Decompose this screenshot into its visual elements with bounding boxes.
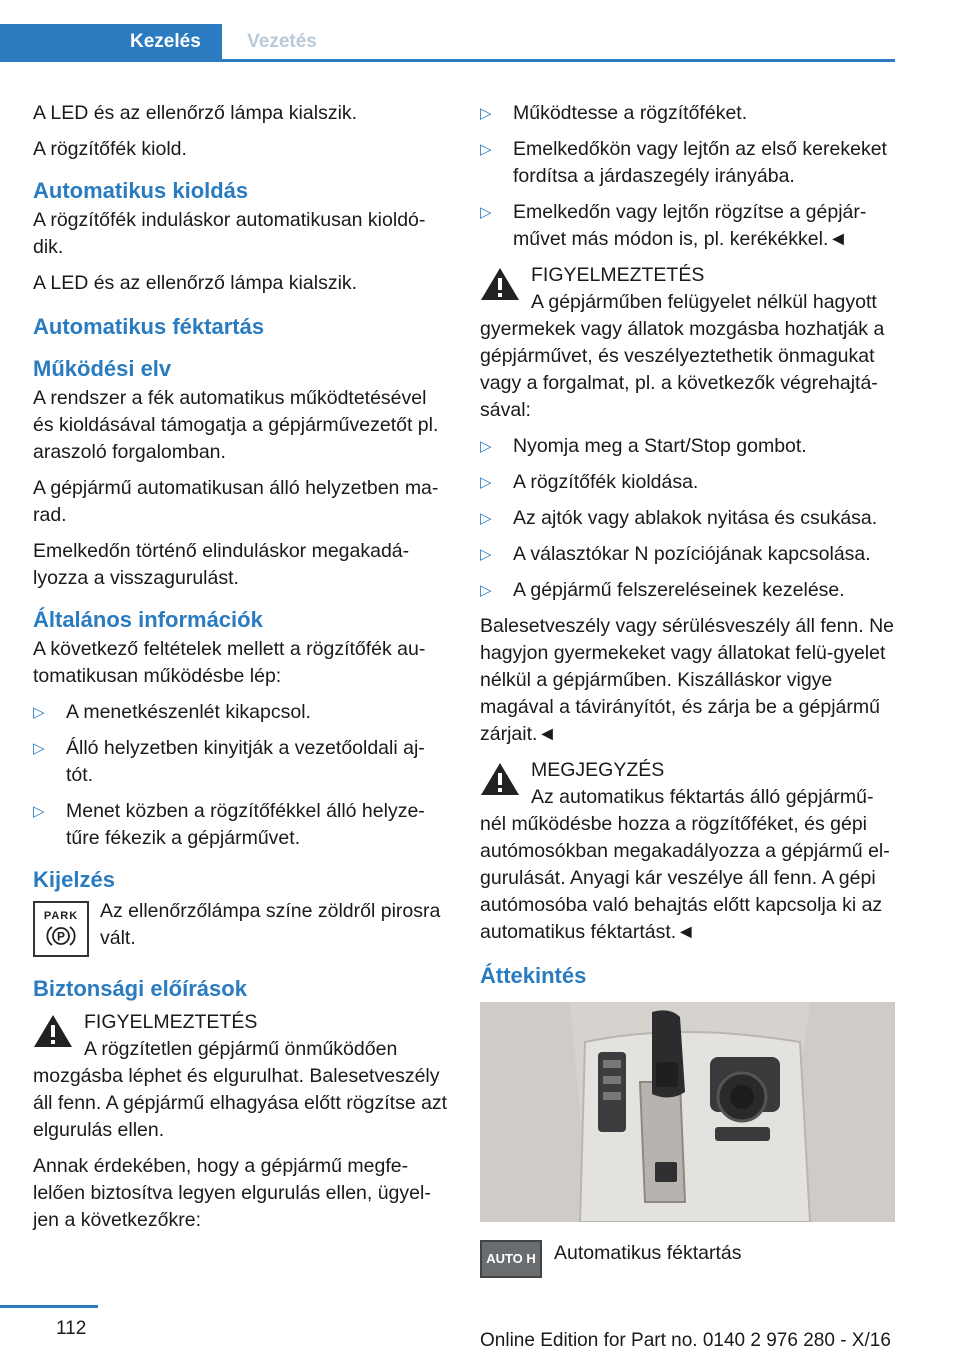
header-tabbar (0, 24, 895, 62)
triangle-right-icon: ▷ (480, 438, 492, 455)
tab-vezetes[interactable]: Vezetés (247, 31, 317, 52)
heading-auto-hold: Automatikus féktartás (33, 314, 265, 339)
auto-hold-button-icon: AUTO H (480, 1240, 542, 1278)
heading-display: Kijelzés (33, 867, 115, 892)
footer-divider (0, 1305, 98, 1308)
list-item: ▷ Menet közben a rögzítőfékkel álló helyze-tűre fékezik a gépjárművet. (33, 800, 425, 849)
warning-box (33, 1009, 451, 1144)
triangle-right-icon: ▷ (480, 105, 492, 122)
center-console-photo (480, 1002, 895, 1222)
list-item: ▷ Az ajtók vagy ablakok nyitása és csukása. (480, 505, 898, 532)
paragraph: Annak érdekében, hogy a gépjármű megfe-lelően biztosítva legyen elgurulás ellen, ügyel-jen a következőkre: (33, 1155, 431, 1231)
paragraph: A rendszer a fék automatikus működtetésével és kioldásával támogatja a gépjárművezetőt pl. araszoló forgalomban. (33, 387, 439, 463)
triangle-right-icon: ▷ (33, 803, 45, 820)
list-item: ▷ Nyomja meg a Start/Stop gombot. (480, 433, 898, 460)
paragraph: A következő feltételek mellett a rögzítőfék au-tomatikusan működésbe lép: (33, 638, 426, 687)
auto-hold-row (480, 1240, 898, 1278)
heading-principle: Működési elv (33, 356, 172, 381)
list-item: ▷ A gépjármű felszereléseinek kezelése. (480, 577, 898, 604)
paragraph: Emelkedőn történő elinduláskor megakadá-lyozza a visszagurulást. (33, 540, 410, 589)
list-item: ▷ Emelkedőkön vagy lejtőn az első kerekeket fordítsa a járdaszegély irányába. (480, 138, 887, 187)
triangle-right-icon: ▷ (480, 510, 492, 527)
heading-safety: Biztonsági előírások (33, 976, 247, 1001)
paragraph: A rögzítőfék kiold. (33, 138, 187, 160)
paragraph: A LED és az ellenőrző lámpa kialszik. (33, 272, 358, 294)
list-item: ▷ Emelkedőn vagy lejtőn rögzítse a gépjár-művet más módon is, pl. kerékékkel.◄ (480, 201, 867, 250)
triangle-right-icon: ▷ (480, 582, 492, 599)
warning-triangle-icon (480, 761, 520, 797)
warning-title: FIGYELMEZTETÉS (531, 264, 705, 286)
triangle-right-icon: ▷ (480, 474, 492, 491)
triangle-right-icon: ▷ (33, 704, 45, 721)
heading-overview: Áttekintés (480, 963, 587, 988)
paragraph: Balesetveszély vagy sérülésveszély áll fenn. Ne hagyjon gyermekeket vagy állatokat felü-gyelet nélkül a gépjárműben. Kiszálláskor vigye magával a távirányítót, és zárja be a gépjármű zárjait.◄ (480, 615, 895, 745)
edition-footer: Online Edition for Part no. 0140 2 976 280 - X/16 (480, 1330, 891, 1351)
condition-list (33, 699, 451, 852)
center-console-illustration (480, 1002, 895, 1222)
heading-auto-release: Automatikus kioldás (33, 178, 249, 203)
list-item: ▷ Működtesse a rögzítőféket. (480, 100, 898, 127)
danger-action-list (480, 433, 898, 604)
note-title: MEGJEGYZÉS (531, 759, 665, 781)
parking-p-circle-icon (46, 924, 76, 948)
warning-title: FIGYELMEZTETÉS (84, 1011, 258, 1033)
svg-text:P: P (56, 929, 66, 944)
paragraph: A rögzítőfék induláskor automatikusan kioldó-dik. (33, 209, 426, 258)
triangle-right-icon: ▷ (33, 740, 45, 757)
triangle-right-icon: ▷ (480, 204, 492, 221)
warning-triangle-icon (480, 266, 520, 302)
warning-triangle-icon (33, 1013, 73, 1049)
tab-kezeles[interactable]: Kezelés (0, 24, 222, 60)
list-item: ▷ A menetkészenlét kikapcsol. (33, 699, 451, 726)
right-column (480, 100, 898, 1278)
page-number: 112 (56, 1318, 87, 1339)
warning-text: A gépjárműben felügyelet nélkül hagyott gyermekek vagy állatok mozgásba hozhatják a gépjárművet, és veszélyeztethetik önmagukat vagy a forgalmat, pl. a következők végrehajtá-sával: (480, 291, 885, 421)
list-item: ▷ Álló helyzetben kinyitják a vezetőoldali aj-tót. (33, 737, 425, 786)
list-item: ▷ A rögzítőfék kioldása. (480, 469, 898, 496)
list-item: ▷ A választókar N pozíciójának kapcsolása. (480, 541, 898, 568)
left-column (33, 100, 451, 1243)
precaution-list (480, 100, 898, 253)
paragraph: A LED és az ellenőrző lámpa kialszik. (33, 102, 358, 124)
park-brake-icon: PARK P (33, 901, 89, 957)
triangle-right-icon: ▷ (480, 141, 492, 158)
note-text: Az automatikus féktartás álló gépjármű-nél működésbe hozza a rögzítőféket, és gépi autómosókban megakadályozza a gépjármű el-gurulását. Anyagi kár veszélye áll fenn. A gépi autómosóba való behajtás előtt kapcsolja ki az automatikus féktartást.◄ (480, 786, 890, 943)
heading-general: Általános információk (33, 607, 263, 632)
paragraph: A gépjármű automatikusan álló helyzetben ma-rad. (33, 477, 439, 526)
warning-box (480, 262, 898, 424)
park-indicator-row (33, 898, 451, 961)
warning-text: A rögzítetlen gépjármű önműködően mozgásba léphet és elgurulhat. Balesetveszély áll fenn. A gépjármű elhagyása előtt rögzítse azt elgurulás ellen. (33, 1038, 448, 1141)
auto-hold-text: Automatikus féktartás (554, 1242, 742, 1264)
triangle-right-icon: ▷ (480, 546, 492, 563)
display-text: Az ellenőrzőlámpa színe zöldről pirosra vált. (100, 900, 441, 949)
note-box (480, 757, 898, 946)
